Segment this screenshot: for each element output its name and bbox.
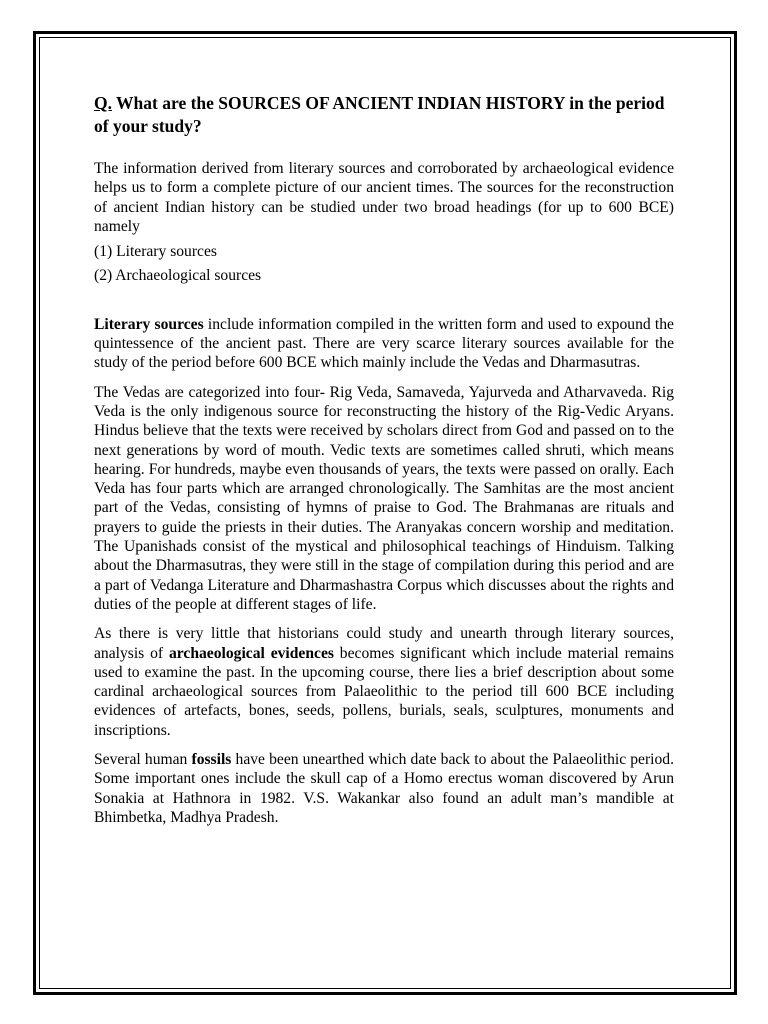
- archaeological-paragraph: [94, 624, 674, 740]
- literary-paragraph: [94, 315, 674, 373]
- literary-bold: Literary sources: [94, 315, 204, 333]
- question-text: What are the SOURCES OF ANCIENT INDIAN HISTORY in the period of your study?: [94, 93, 665, 136]
- vedas-paragraph: The Vedas are categorized into four- Rig Veda, Samaveda, Yajurveda and Atharvaveda. Rig Veda is the only indigenous source for reconstructing the history of the Rig-Vedic Aryans. Hindus believe that the texts were received by scholars direct from God and passed on to the next generations by word of mouth. Vedic texts are sometimes called shruti, which means hearing. For hundreds, maybe even thousands of years, the texts were passed on orally. Each Veda has four parts which are arranged chronologically. The Samhitas are the most ancient part of the Vedas, consisting of hymns of praise to God. The Brahmanas are rituals and prayers to guide the priests in their duties. The Aranyakas concern worship and meditation. The Upanishads consist of the mystical and philosophical teachings of Hinduism. Talking about the Dharmasutras, they were still in the stage of compilation during this period and are a part of Vedanga Literature and Dharmashastra Corpus which discusses about the rights and duties of the people at different stages of life.: [94, 383, 674, 613]
- list-item-archaeological: (2) Archaeological sources: [94, 267, 262, 285]
- list-item-literary: (1) Literary sources: [94, 243, 217, 261]
- fossils-post: have been unearthed which date back to about the Palaeolithic period. Some important ones include the skull cap of a Homo erectus woman discovered by Arun Sonakia at Hathnora in 1982. V.S. Wakankar also found an adult man’s mandible at Bhimbetka, Madhya Pradesh.: [94, 751, 674, 826]
- archaeological-pre: As there is very little that historians could study and unearth through literary sources, analysis of: [94, 625, 674, 662]
- archaeological-post: becomes significant which include material remains used to examine the past. In the upcoming course, there lies a brief description about some cardinal archaeological sources from Palaeolithic to the period till 600 BCE including evidences of artefacts, bones, seeds, pollens, burials, seals, sculptures, monuments and inscriptions.: [94, 644, 674, 739]
- question-heading: [94, 92, 674, 138]
- literary-text: include information compiled in the written form and used to expound the quintessence of the ancient past. There are very scarce literary sources available for the study of the period before 600 BCE which mainly include the Vedas and Dharmasutras.: [94, 315, 674, 372]
- fossils-bold: fossils: [191, 751, 232, 769]
- fossils-pre: Several human: [94, 751, 192, 769]
- fossils-paragraph: [94, 750, 674, 827]
- document-body: [94, 92, 674, 837]
- question-label: Q.: [94, 93, 112, 113]
- intro-paragraph: The information derived from literary sources and corroborated by archaeological evidence helps us to form a complete picture of our ancient times. The sources for the reconstruction of ancient Indian history can be studied under two broad headings (for up to 600 BCE) namely: [94, 160, 674, 235]
- archaeological-bold: archaeological evidences: [168, 644, 334, 662]
